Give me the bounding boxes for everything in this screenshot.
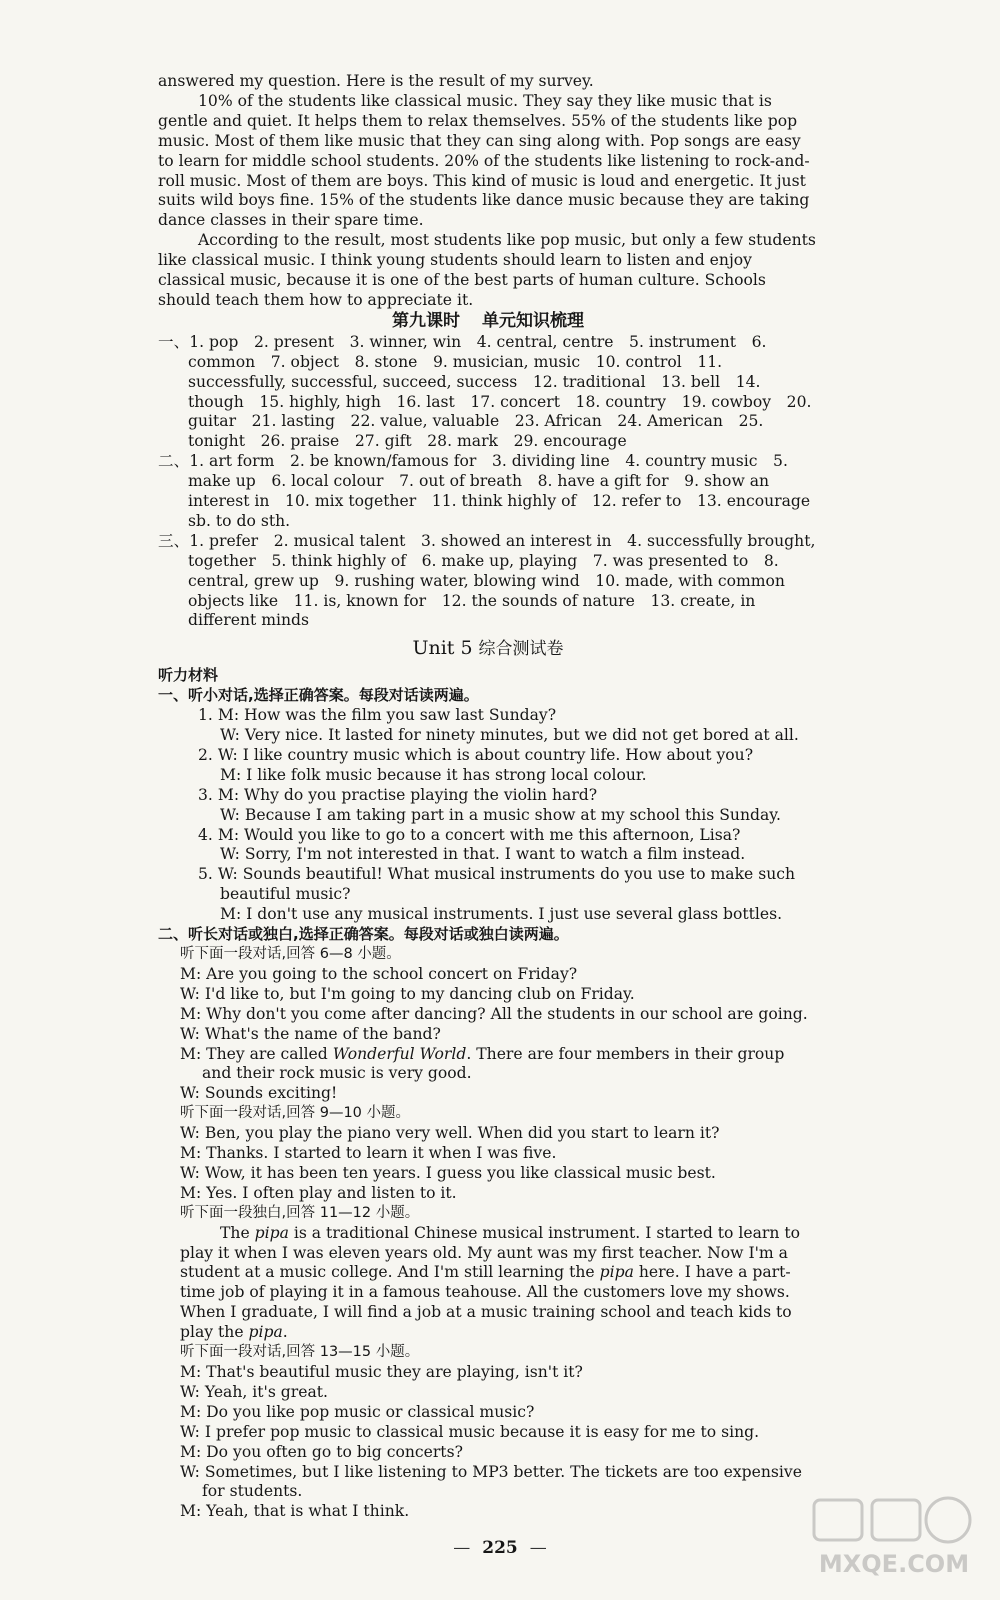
dialogue: 2. W: I like country music which is about country life. How about you? M: I like folk music because it has strong local colour.: [198, 745, 754, 784]
dialogue-line: M: Why don't you come after dancing? All the students in our school are going.: [180, 1004, 808, 1023]
dialogue-line: W: I prefer pop music to classical music because it is easy for me to sing.: [180, 1422, 760, 1441]
dialogue-line: W: I'd like to, but I'm going to my dancing club on Friday.: [180, 984, 635, 1003]
page-number: — 225 —: [453, 1538, 547, 1558]
dialogue-line: W: Sounds exciting!: [180, 1084, 338, 1103]
dialogue-line: M: Thanks. I started to learn it when I was five.: [180, 1144, 557, 1163]
listening-label: 听力材料: [158, 666, 219, 685]
block-intro: 听下面一段对话,回答 9—10 小题。: [180, 1105, 411, 1122]
dialogue-line: M: Do you like pop music or classical music?: [180, 1402, 535, 1421]
lesson-heading: 第九课时 单元知识梳理: [392, 310, 584, 331]
section-title: 二、听长对话或独白,选择正确答案。每段对话或独白读两遍。: [158, 925, 569, 944]
dialogue: 4. M: Would you like to go to a concert with me this afternoon, Lisa? W: Sorry, I'm not interested in that. I want to watch a film instead.: [198, 825, 746, 864]
dialogue-line: W: Sometimes, but I like listening to MP3 better. The tickets are too expensive for students.: [180, 1462, 802, 1501]
unit-title: Unit 5 综合测试卷: [412, 637, 564, 660]
answer-block: 二、1. art form 2. be known/famous for 3. dividing line 4. country music 5. make up 6. local colour 7. out of breath 8. have a gift for 9. show an interest in 10. mix together 11. think highly of 12. refer to 13. encourage sb. to do sth.: [158, 452, 811, 530]
intro-paragraph: According to the result, most students like pop music, but only a few students like classical music. I think young students should learn to listen and enjoy classical music, because it is one of the best parts of human culture. Schools should teach them how to appreciate it.: [158, 231, 816, 309]
intro-paragraph: 10% of the students like classical music. They say they like music that is gentle and quiet. It helps them to relax themselves. 55% of the students like pop music. Most of them like music that they can sing along with. Pop songs are easy to learn for middle school students. 20% of the students like listening to rock-and-roll music. Most of them are boys. This kind of music is loud and energetic. It just suits wild boys fine. 15% of the students like dance music because they are taking dance classes in their spare time.: [158, 91, 810, 230]
dialogue: 5. W: Sounds beautiful! What musical instruments do you use to make such beautiful music? M: I don't use any musical instruments. I just use several glass bottles.: [198, 865, 796, 924]
answer-block: 三、1. prefer 2. musical talent 3. showed an interest in 4. successfully brought, together 5. think highly of 6. make up, playing 7. was presented to 8. central, grew up 9. rushing water, blowing wind 10. made, with common objects like 11. is, known for 12. the sounds of nature 13. create, in different minds: [158, 531, 816, 630]
dialogue-line: M: Do you often go to big concerts?: [180, 1442, 463, 1461]
block-intro: 听下面一段独白,回答 11—12 小题。: [180, 1204, 420, 1221]
answer-block: 一、1. pop 2. present 3. winner, win 4. central, centre 5. instrument 6. common 7. object 8. stone 9. musician, music 10. control 11. successfully, successful, succeed, success 12. traditional 13. bell 14. though 15. highly, high 16. last 17. concert 18. country 19. cowboy 20. guitar 21. lasting 22. value, valuable 23. African 24. American 25. tonight 26. praise 27. gift 28. mark 29. encourage: [158, 332, 812, 451]
page-content: [158, 72, 818, 1522]
dialogue-line: W: Wow, it has been ten years. I guess you like classical music best.: [180, 1163, 716, 1182]
dialogue-line: M: Yes. I often play and listen to it.: [180, 1183, 457, 1202]
svg-text:MXQE.COM: MXQE.COM: [818, 1550, 970, 1578]
intro-line: answered my question. Here is the result of my survey.: [158, 72, 594, 90]
dialogue: 3. M: Why do you practise playing the violin hard? W: Because I am taking part in a music show at my school this Sunday.: [198, 785, 781, 824]
dialogue-line: W: Ben, you play the piano very well. When did you start to learn it?: [180, 1124, 720, 1143]
dialogue-line: M: Are you going to the school concert on Friday?: [180, 964, 578, 983]
block-intro: 听下面一段对话,回答 6—8 小题。: [180, 945, 401, 962]
section-title: 一、听小对话,选择正确答案。每段对话读两遍。: [158, 686, 479, 705]
band-name: Wonderful World: [332, 1044, 467, 1063]
monologue: The pipa is a traditional Chinese musical instrument. I started to learn to play it when I was eleven years old. My aunt was my first teacher. Now I'm a student at a music college. And I'm still learning the pipa here. I have a part-time job of playing it in a famous teahouse. All the customers love my shows. When I graduate, I will find a job at a music training school and teach kids to play the pipa.: [180, 1223, 801, 1342]
dialogue-line: W: What's the name of the band?: [180, 1024, 441, 1043]
dialogue-line: M: That's beautiful music they are playing, isn't it?: [180, 1363, 583, 1381]
dialogue-line: M: They are called Wonderful World. There are four members in their group and their rock music is very good.: [180, 1044, 785, 1083]
dialogue-line: W: Yeah, it's great.: [180, 1382, 328, 1401]
watermark-logo: [808, 1492, 980, 1582]
dialogue-line: M: Yeah, that is what I think.: [180, 1502, 410, 1521]
dialogue: 1. M: How was the film you saw last Sunday? W: Very nice. It lasted for ninety minutes, but we did not get bored at all.: [198, 706, 799, 744]
block-intro: 听下面一段对话,回答 13—15 小题。: [180, 1344, 420, 1361]
